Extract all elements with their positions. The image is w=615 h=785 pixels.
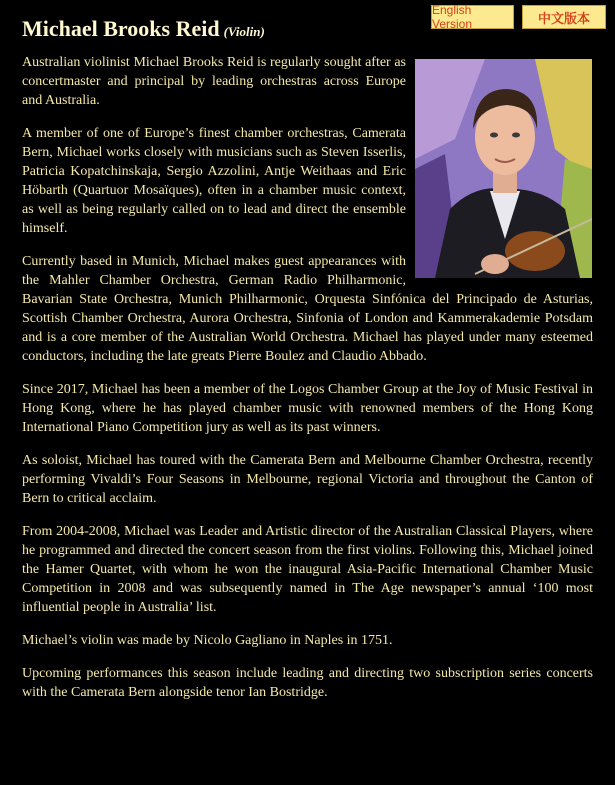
biography bbox=[22, 53, 593, 716]
artist-name: Michael Brooks Reid bbox=[22, 16, 220, 41]
bio-paragraph: A member of one of Europe’s finest chamber orchestras, Camerata Bern, Michael works closely with musicians such as Steven Isserlis, Patricia Kopatchinskaja, Sergio Azzolini, Antje Weithaas and Eric Höbarth (Quartuor Mosaïques), often in a chamber music context, as well as being regularly called on to lead and direct the ensemble himself. bbox=[22, 126, 406, 236]
bio-paragraph: From 2004-2008, Michael was Leader and Artistic director of the Australian Classical Players, where he programmed and directed the concert season from the first violins. Following this, Michael joined the Hamer Quartet, with whom he won the inaugural Asia-Pacific International Chamber Music Competition in 2008 and was subsequently named in The Age newspaper’s annual ‘100 most influential people in Australia’ list. bbox=[22, 524, 593, 615]
page-title bbox=[22, 16, 265, 42]
bio-paragraph: Michael’s violin was made by Nicolo Gagliano in Naples in 1751. bbox=[22, 633, 393, 648]
chinese-version-button[interactable]: 中文版本 bbox=[522, 5, 606, 29]
bio-paragraph: As soloist, Michael has toured with the Camerata Bern and Melbourne Chamber Orchestra, recently performing Vivaldi’s Four Seasons in Melbourne, regional Victoria and throughout the Canton of Bern to critical acclaim. bbox=[22, 453, 593, 506]
bio-paragraph: Upcoming performances this season include leading and directing two subscription series concerts with the Camerata Bern alongside tenor Ian Bostridge. bbox=[22, 666, 593, 700]
bio-paragraph: Currently based in Munich, Michael makes guest appearances with the Mahler Chamber Orchestra, German Radio Philharmonic, Bavarian State Orchestra, Munich Philharmonic, Orquesta Sinfónica del Principado de Asturias, Scottish Chamber Orchestra, Aurora Orchestra, Sinfonia of London and Kammerakademie Potsdam and is a core member of the Australian World Orchestra. Michael has played under many esteemed conductors, including the late greats Pierre Boulez and Claudio Abbado. bbox=[22, 254, 593, 364]
english-version-button[interactable]: English Version bbox=[431, 5, 514, 29]
bio-paragraph: Australian violinist Michael Brooks Reid is regularly sought after as concertmaster and principal by leading orchestras across Europe and Australia. bbox=[22, 55, 406, 108]
artist-role: (Violin) bbox=[223, 24, 265, 39]
bio-paragraph: Since 2017, Michael has been a member of the Logos Chamber Group at the Joy of Music Festival in Hong Kong, where he has played chamber music with renowned members of the Hong Kong International Piano Competition jury as well as its past winners. bbox=[22, 382, 593, 435]
